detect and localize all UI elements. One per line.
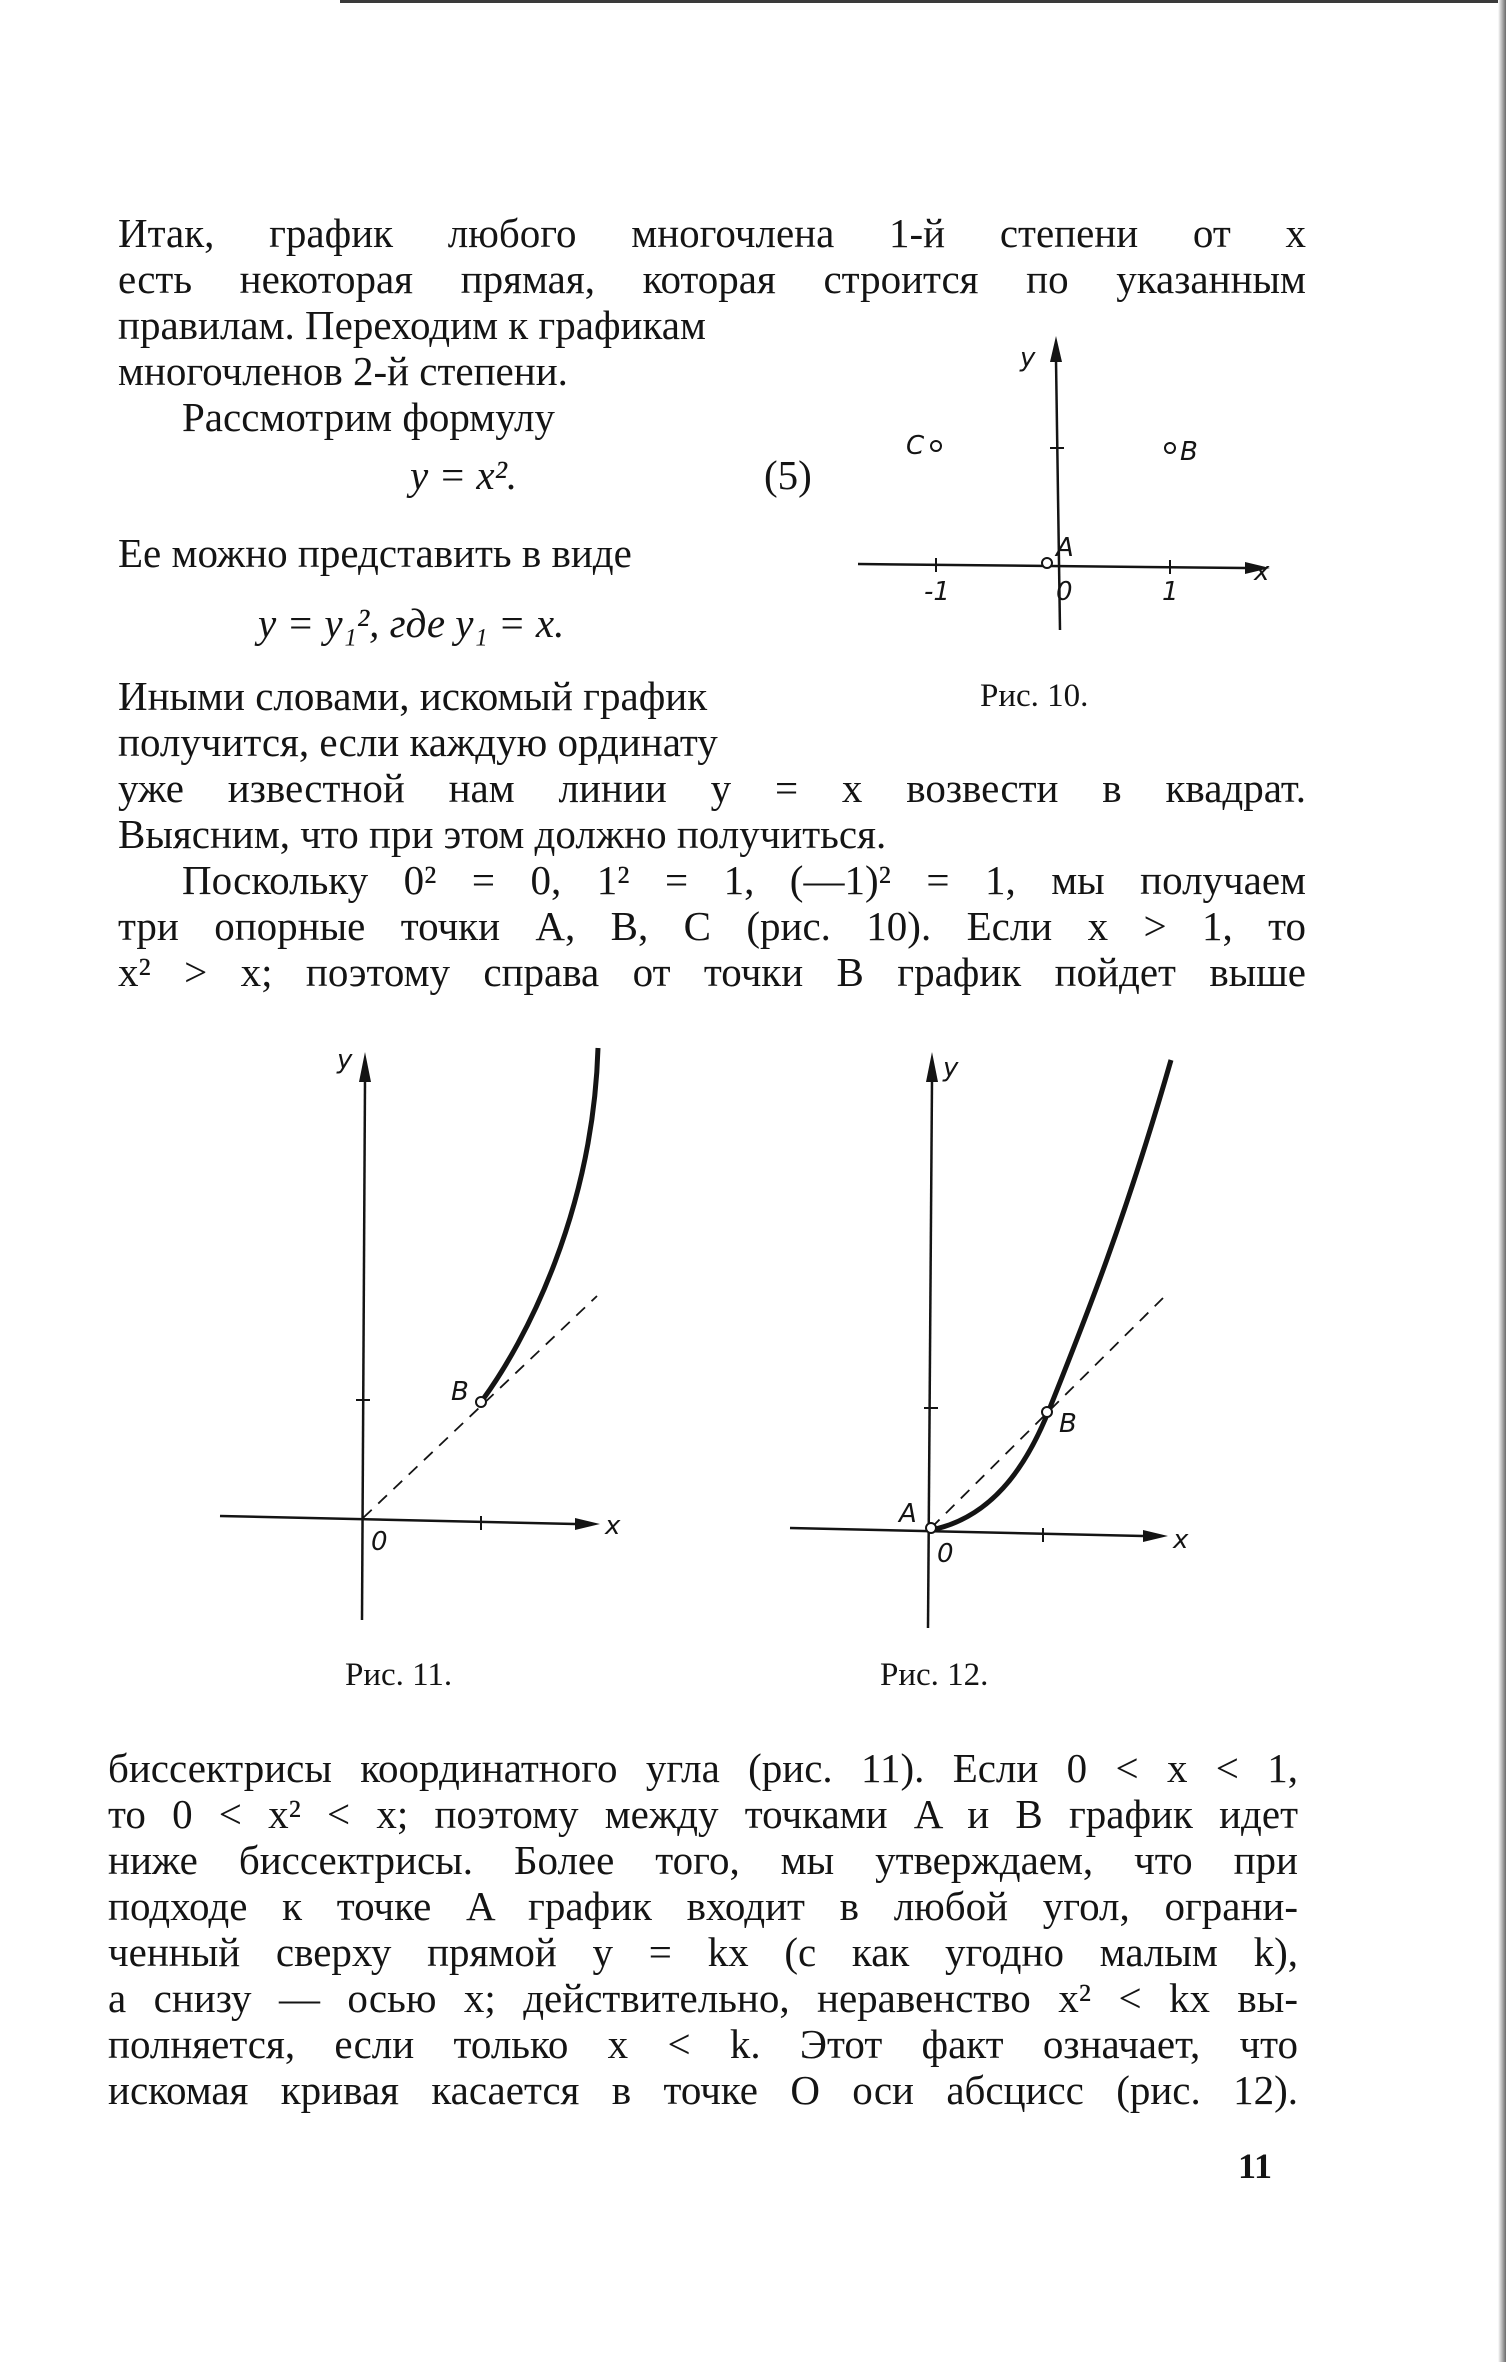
para4-line5: ченный сверху прямой y = kx (с как угодно малым k),: [108, 1929, 1298, 1975]
fig12-y-label: y: [943, 1053, 959, 1083]
fig12-y-arrow: [926, 1052, 938, 1082]
para1-line3: правилам. Переходим к графикам: [118, 302, 706, 348]
para2-line4: Выясним, что при этом должно получиться.: [118, 811, 887, 857]
fig11-y-label: y: [337, 1045, 353, 1075]
fig12-origin-label: 0: [937, 1539, 954, 1569]
figure-12: [785, 1040, 1205, 1630]
page-right-edge-shadow: [1498, 0, 1506, 2362]
fig10-A-label: A: [1056, 533, 1074, 563]
fig11-point-B: [476, 1397, 486, 1407]
para2-line3: уже известной нам линии y = x возвести в квадрат.: [118, 765, 1306, 811]
fig10-pos-label: 1: [1162, 577, 1179, 607]
fig12-parabola-branch: [931, 1060, 1171, 1530]
fig11-origin-label: 0: [371, 1527, 388, 1557]
para4-line2: то 0 < x² < x; поэтому между точками A и B график идет: [108, 1791, 1298, 1837]
consider-text: Рассмотрим формулу: [182, 394, 555, 440]
para1-line2: есть некоторая прямая, которая строится по указанным: [118, 256, 1306, 302]
para1-line1: Итак, график любого многочлена 1-й степени от x: [118, 210, 1306, 256]
fig12-A-label: A: [899, 1499, 917, 1529]
para4-line7: полняется, если только x < k. Этот факт означает, что: [108, 2021, 1298, 2067]
fig11-B-label: B: [451, 1377, 469, 1407]
represent-text: Ее можно представить в виде: [118, 530, 632, 576]
para2-line1: Иными словами, искомый график: [118, 673, 708, 719]
figure-11: [215, 1040, 635, 1630]
fig12-x-axis: [790, 1528, 1143, 1536]
page-top-border: [340, 0, 1506, 3]
fig11-x-axis: [220, 1516, 575, 1524]
fig11-x-arrow: [575, 1518, 600, 1530]
formula-5-number: (5): [764, 452, 812, 498]
fig10-B-label: B: [1180, 437, 1198, 467]
fig10-point-A: [1042, 558, 1052, 568]
fig10-point-B: [1165, 443, 1175, 453]
para4-line4: подходе к точке A график входит в любой угол, ограни-: [108, 1883, 1298, 1929]
fig10-x-label: x: [1254, 557, 1270, 587]
fig11-parabola-branch: [481, 1048, 598, 1402]
para4-line8: искомая кривая касается в точке O оси абсцисс (рис. 12).: [108, 2067, 1298, 2113]
fig12-y-axis: [928, 1080, 932, 1628]
fig10-point-C: [931, 441, 941, 451]
fig12-B-label: B: [1059, 1409, 1077, 1439]
para4-line1: биссектрисы координатного угла (рис. 11). Если 0 < x < 1,: [108, 1745, 1298, 1791]
para1-line4: многочленов 2-й степени.: [118, 348, 568, 394]
fig10-C-label: C: [906, 431, 925, 461]
fig10-caption: Рис. 10.: [980, 678, 1089, 714]
fig12-point-B: [1042, 1407, 1052, 1417]
para3-line1: Поскольку 0² = 0, 1² = 1, (—1)² = 1, мы получаем: [182, 857, 1306, 903]
fig10-origin-label: 0: [1056, 577, 1073, 607]
para3-line2: три опорные точки A, B, C (рис. 10). Если x > 1, то: [118, 903, 1306, 949]
fig10-y-arrow: [1050, 336, 1062, 362]
fig12-x-arrow: [1143, 1530, 1168, 1542]
para4-line3: ниже биссектрисы. Более того, мы утверждаем, что при: [108, 1837, 1298, 1883]
fig12-caption: Рис. 12.: [880, 1657, 989, 1693]
para2-line2: получится, если каждую ординату: [118, 719, 718, 765]
page-number: 11: [1238, 2146, 1273, 2186]
para4-line6: а снизу — осью x; действительно, неравенство x² < kx вы-: [108, 1975, 1298, 2021]
fig12-point-A: [926, 1523, 936, 1533]
fig12-x-label: x: [1173, 1525, 1189, 1555]
fig11-caption: Рис. 11.: [345, 1657, 453, 1693]
fig10-neg-label: -1: [924, 577, 950, 607]
fig10-y-label: y: [1020, 343, 1036, 373]
para3-line3: x² > x; поэтому справа от точки B график пойдет выше: [118, 949, 1306, 995]
fig11-y-axis: [362, 1080, 365, 1620]
fig11-x-label: x: [605, 1511, 621, 1541]
fig11-y-arrow: [359, 1052, 371, 1082]
formula-substitution: y = y₁², где y₁ = x.: [258, 600, 565, 646]
formula-5: y = x².: [410, 452, 518, 498]
figure-10: [850, 330, 1280, 630]
